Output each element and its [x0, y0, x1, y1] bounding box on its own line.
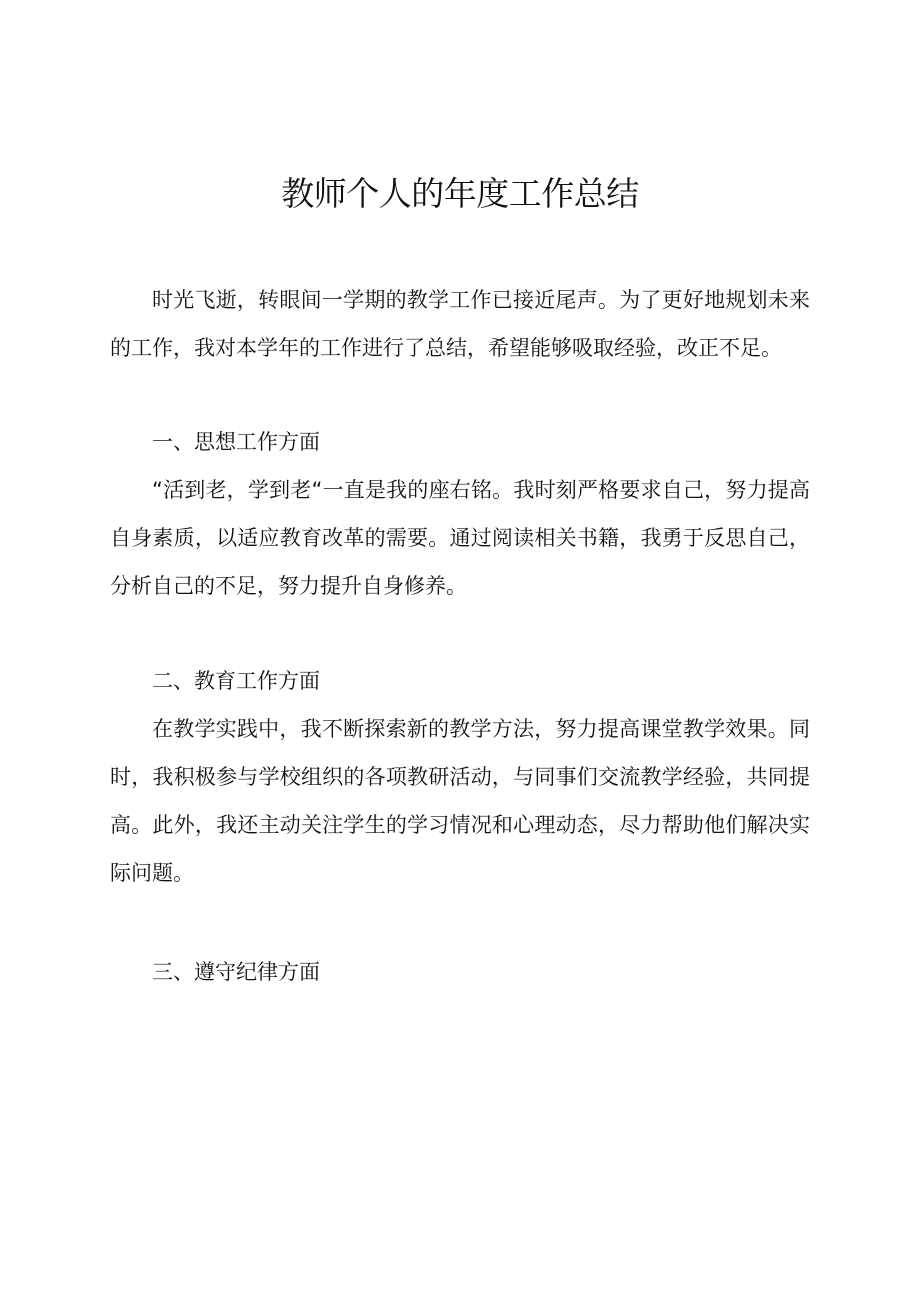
section-body-education: 在教学实践中，我不断探索新的教学方法，努力提高课堂教学效果。同时，我积极参与学校组织的各项教研活动，与同事们交流教学经验，共同提高。此外，我还主动关注学生的学习情况和心理动态，尽力帮助他们解决实际问题。: [110, 717, 810, 885]
section-heading-thought: 一、思想工作方面: [152, 430, 320, 454]
intro-paragraph: 时光飞逝，转眼间一学期的教学工作已接近尾声。为了更好地规划未来的工作，我对本学年的工作进行了总结，希望能够吸取经验，改正不足。: [110, 288, 810, 360]
section-heading-discipline: 三、遵守纪律方面: [152, 960, 320, 984]
document-title: 教师个人的年度工作总结: [281, 174, 639, 213]
section-body-thought: “活到老，学到老“一直是我的座右铭。我时刻严格要求自己，努力提高自身素质，以适应教育改革的需要。通过阅读相关书籍，我勇于反思自己，分析自己的不足，努力提升自身修养。: [110, 478, 810, 598]
section-heading-education: 二、教育工作方面: [152, 669, 320, 693]
